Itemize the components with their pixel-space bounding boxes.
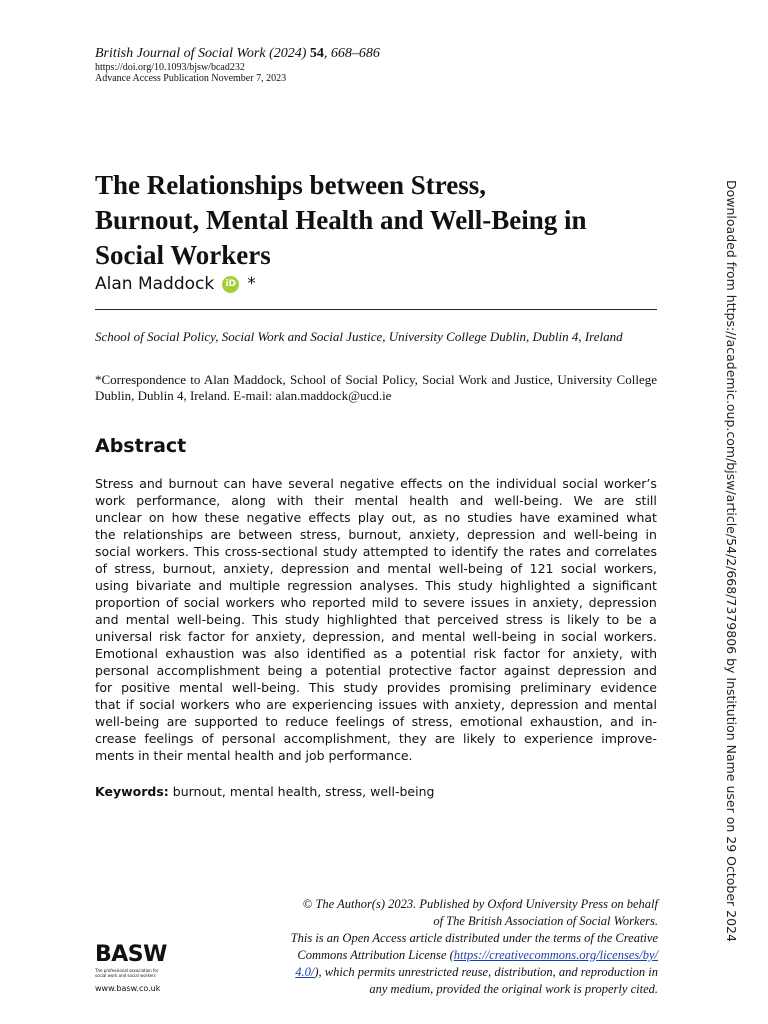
abstract-line: the relationships are between stress, burnout, anxiety, depression and well-being in: [95, 527, 657, 542]
abstract-line: social workers. This cross-sectional study attempted to identify the rates and correlates: [95, 544, 657, 559]
license-line: any medium, provided the original work is properly cited.: [369, 982, 658, 996]
basw-url[interactable]: www.basw.co.uk: [95, 984, 161, 993]
abstract-line: of stress, burnout, anxiety, depression and mental well-being of 121 social workers,: [95, 561, 657, 576]
journal-header: [95, 46, 380, 84]
license-line: This is an Open Access article distributed under the terms of the Creative: [290, 931, 658, 945]
abstract-body: [95, 475, 657, 764]
license-url-link-cont[interactable]: 4.0/: [295, 965, 315, 979]
abstract-line: proportion of social workers who reported mild to severe issues in anxiety, depression: [95, 595, 657, 610]
abstract-line: ments in their mental health and job performance.: [95, 748, 413, 763]
keywords-label: Keywords:: [95, 784, 169, 799]
license-line: © The Author(s) 2023. Published by Oxford University Press on behalf: [302, 897, 658, 911]
title-line-1: The Relationships between Stress,: [95, 170, 487, 200]
basw-wordmark: BASW: [95, 942, 167, 967]
license-line: Commons Attribution License (https://creativecommons.org/licenses/by/: [297, 948, 658, 962]
abstract-line: crease feelings of personal accomplishment, they are likely to experience improve-: [95, 731, 657, 746]
journal-pages: , 668–686: [323, 46, 380, 61]
license-line: of The British Association of Social Workers.: [433, 914, 658, 928]
title-divider: [95, 309, 657, 310]
basw-tagline: The professional association for social work and social workers: [95, 968, 159, 978]
advance-access-date: Advance Access Publication November 7, 2023: [95, 73, 287, 84]
keywords: [95, 784, 434, 799]
title-line-2: Burnout, Mental Health and Well-Being in: [95, 205, 587, 235]
author-affiliation: School of Social Policy, Social Work and Social Justice, University College Dublin, Dublin 4, Ireland: [95, 329, 623, 344]
abstract-line: universal risk factor for anxiety, depression, and mental well-being in social workers.: [95, 629, 657, 644]
abstract-line: for positive mental well-being. This study provides promising preliminary evidence: [95, 680, 657, 695]
abstract-line: unclear on how these negative effects play out, as no studies have examined what: [95, 510, 657, 525]
license-line: 4.0/), which permits unrestricted reuse, distribution, and reproduction in: [295, 965, 658, 979]
abstract-line: using bivariate and multiple regression analyses. This study highlighted a significant: [95, 578, 657, 593]
abstract-line: well-being are supported to reduce feelings of stress, emotional exhaustion, and in-: [95, 714, 657, 729]
abstract-line: work performance, along with their mental health and well-being. We are still: [95, 493, 657, 508]
download-watermark: Downloaded from https://academic.oup.com/bjsw/article/54/2/668/7379806 by Institution Name user on 29 October 2024: [724, 180, 739, 942]
author-name[interactable]: Alan Maddock: [95, 274, 215, 294]
copyright-symbol: ©: [302, 897, 313, 911]
orcid-icon[interactable]: iD: [222, 276, 239, 293]
license-url-link[interactable]: https://creativecommons.org/licenses/by/: [453, 948, 658, 962]
basw-logo[interactable]: [95, 944, 175, 994]
title-line-3: Social Workers: [95, 240, 271, 270]
article-title: [95, 168, 675, 273]
correspondence-marker: *: [247, 274, 256, 294]
license-statement: [230, 896, 658, 998]
correspondence-note: *Correspondence to Alan Maddock, School of Social Policy, Social Work and Justice, University College Dublin, Dublin 4, Ireland. E-mail: alan.maddock@ucd.ie: [95, 372, 657, 403]
journal-citation: [95, 46, 380, 62]
abstract-heading: Abstract: [95, 435, 187, 457]
abstract-line: Stress and burnout can have several negative effects on the individual social worker’s: [95, 476, 657, 491]
abstract-line: Emotional exhaustion was also identified as a potential risk factor for anxiety, with: [95, 646, 657, 661]
journal-name: British Journal of Social Work (2024): [95, 46, 307, 61]
journal-volume: 54: [309, 46, 324, 61]
abstract-line: personal accomplishment being a potential protective factor against depression and: [95, 663, 657, 678]
author-row: [95, 274, 256, 294]
abstract-line: and mental well-being. This study highlighted that perceived stress is likely to be a: [95, 612, 657, 627]
keywords-list: burnout, mental health, stress, well-being: [168, 784, 435, 799]
abstract-line: that if social workers who are experiencing issues with anxiety, depression and mental: [95, 697, 657, 712]
doi-link[interactable]: https://doi.org/10.1093/bjsw/bcad232: [95, 62, 245, 73]
